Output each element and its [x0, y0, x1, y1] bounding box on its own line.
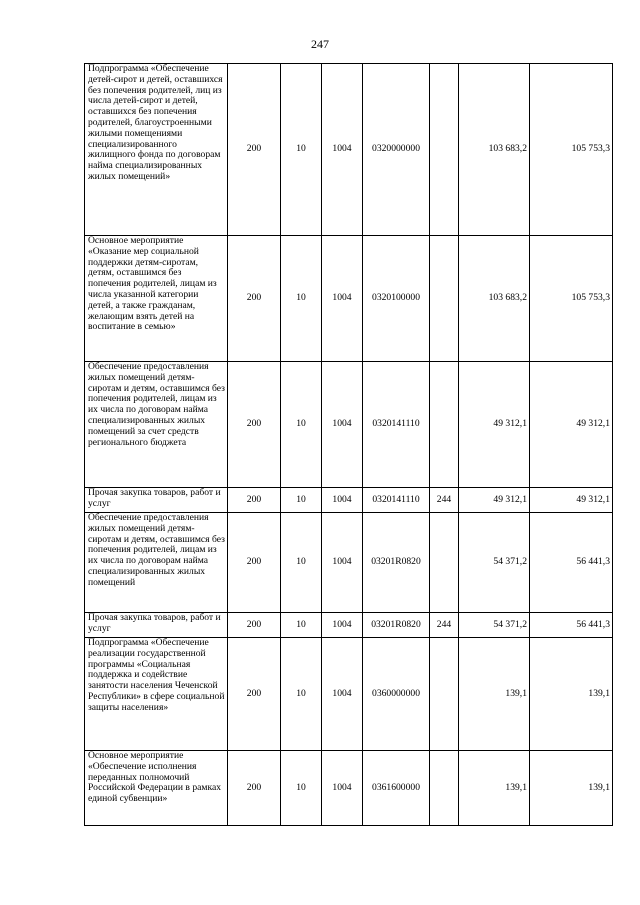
table-row: [85, 751, 613, 826]
budget-table: [84, 63, 613, 826]
cell-c3: 1004: [322, 488, 363, 513]
table-row: [85, 513, 613, 613]
cell-c5: [430, 751, 459, 826]
cell-c5: 244: [430, 488, 459, 513]
cell-v1: 139,1: [459, 751, 530, 826]
cell-c2: 10: [281, 362, 322, 488]
cell-c4: 0320000000: [363, 64, 430, 236]
cell-c3: 1004: [322, 362, 363, 488]
cell-v1: 103 683,2: [459, 236, 530, 362]
cell-c4: 0360000000: [363, 638, 430, 751]
cell-v2: 139,1: [530, 751, 613, 826]
cell-c1: 200: [228, 236, 281, 362]
cell-c3: 1004: [322, 64, 363, 236]
cell-c1: 200: [228, 64, 281, 236]
cell-c4: 0361600000: [363, 751, 430, 826]
table-row: [85, 236, 613, 362]
cell-c4: 03201R0820: [363, 613, 430, 638]
cell-c3: 1004: [322, 236, 363, 362]
row-name: Обеспечение предоставления жилых помещений детям-сиротам и детям, оставшимся без попечения родителей, лицам из их числа по договорам найма специализированных жилых помещений: [85, 513, 228, 613]
row-name: Основное мероприятие «Оказание мер социальной поддержки детям-сиротам, детям, оставшимся без попечения родителей, лицам из числа указанной категории детей, а также гражданам, желающим взять детей на воспитание в семью»: [85, 236, 228, 362]
cell-c4: 0320141110: [363, 488, 430, 513]
cell-c5: 244: [430, 613, 459, 638]
cell-v2: 56 441,3: [530, 613, 613, 638]
cell-c1: 200: [228, 751, 281, 826]
cell-v1: 54 371,2: [459, 513, 530, 613]
cell-c2: 10: [281, 236, 322, 362]
row-name: Подпрограмма «Обеспечение реализации государственной программы «Социальная поддержка и содействие занятости населения Чеченской Республики» в сфере социальной защиты населения»: [85, 638, 228, 751]
row-name: Обеспечение предоставления жилых помещений детям-сиротам и детям, оставшимся без попечения родителей, лицам из их числа по договорам найма специализированных жилых помещений за счет средств регионального бюджета: [85, 362, 228, 488]
cell-v1: 54 371,2: [459, 613, 530, 638]
cell-c2: 10: [281, 613, 322, 638]
table-row: [85, 362, 613, 488]
cell-c4: 0320100000: [363, 236, 430, 362]
cell-c4: 03201R0820: [363, 513, 430, 613]
cell-v2: 56 441,3: [530, 513, 613, 613]
cell-c1: 200: [228, 488, 281, 513]
cell-c2: 10: [281, 638, 322, 751]
cell-c3: 1004: [322, 638, 363, 751]
page-number: 247: [311, 37, 329, 51]
cell-c2: 10: [281, 513, 322, 613]
cell-v2: 105 753,3: [530, 236, 613, 362]
cell-c4: 0320141110: [363, 362, 430, 488]
cell-c5: [430, 64, 459, 236]
cell-v1: 139,1: [459, 638, 530, 751]
cell-v2: 49 312,1: [530, 362, 613, 488]
cell-v2: 139,1: [530, 638, 613, 751]
cell-v2: 49 312,1: [530, 488, 613, 513]
table-row: [85, 638, 613, 751]
table-row: [85, 613, 613, 638]
row-name: Прочая закупка товаров, работ и услуг: [85, 613, 228, 638]
cell-v1: 103 683,2: [459, 64, 530, 236]
cell-c1: 200: [228, 362, 281, 488]
cell-c2: 10: [281, 751, 322, 826]
table-row: [85, 488, 613, 513]
row-name: Подпрограмма «Обеспечение детей-сирот и детей, оставшихся без попечения родителей, лиц из числа детей-сирот и детей, оставшихся без попечения родителей, благоустроенными жилыми помещениями специализированного жилищного фонда по договорам найма специализированных жилых помещений»: [85, 64, 228, 236]
cell-c1: 200: [228, 513, 281, 613]
cell-c5: [430, 513, 459, 613]
table-row: [85, 64, 613, 236]
cell-c1: 200: [228, 638, 281, 751]
cell-v2: 105 753,3: [530, 64, 613, 236]
cell-c3: 1004: [322, 513, 363, 613]
cell-c1: 200: [228, 613, 281, 638]
row-name: Прочая закупка товаров, работ и услуг: [85, 488, 228, 513]
cell-c5: [430, 236, 459, 362]
cell-v1: 49 312,1: [459, 362, 530, 488]
cell-v1: 49 312,1: [459, 488, 530, 513]
cell-c3: 1004: [322, 613, 363, 638]
row-name: Основное мероприятие «Обеспечение исполнения переданных полномочий Российской Федерации в рамках единой субвенции»: [85, 751, 228, 826]
cell-c2: 10: [281, 488, 322, 513]
cell-c5: [430, 638, 459, 751]
cell-c2: 10: [281, 64, 322, 236]
cell-c5: [430, 362, 459, 488]
cell-c3: 1004: [322, 751, 363, 826]
